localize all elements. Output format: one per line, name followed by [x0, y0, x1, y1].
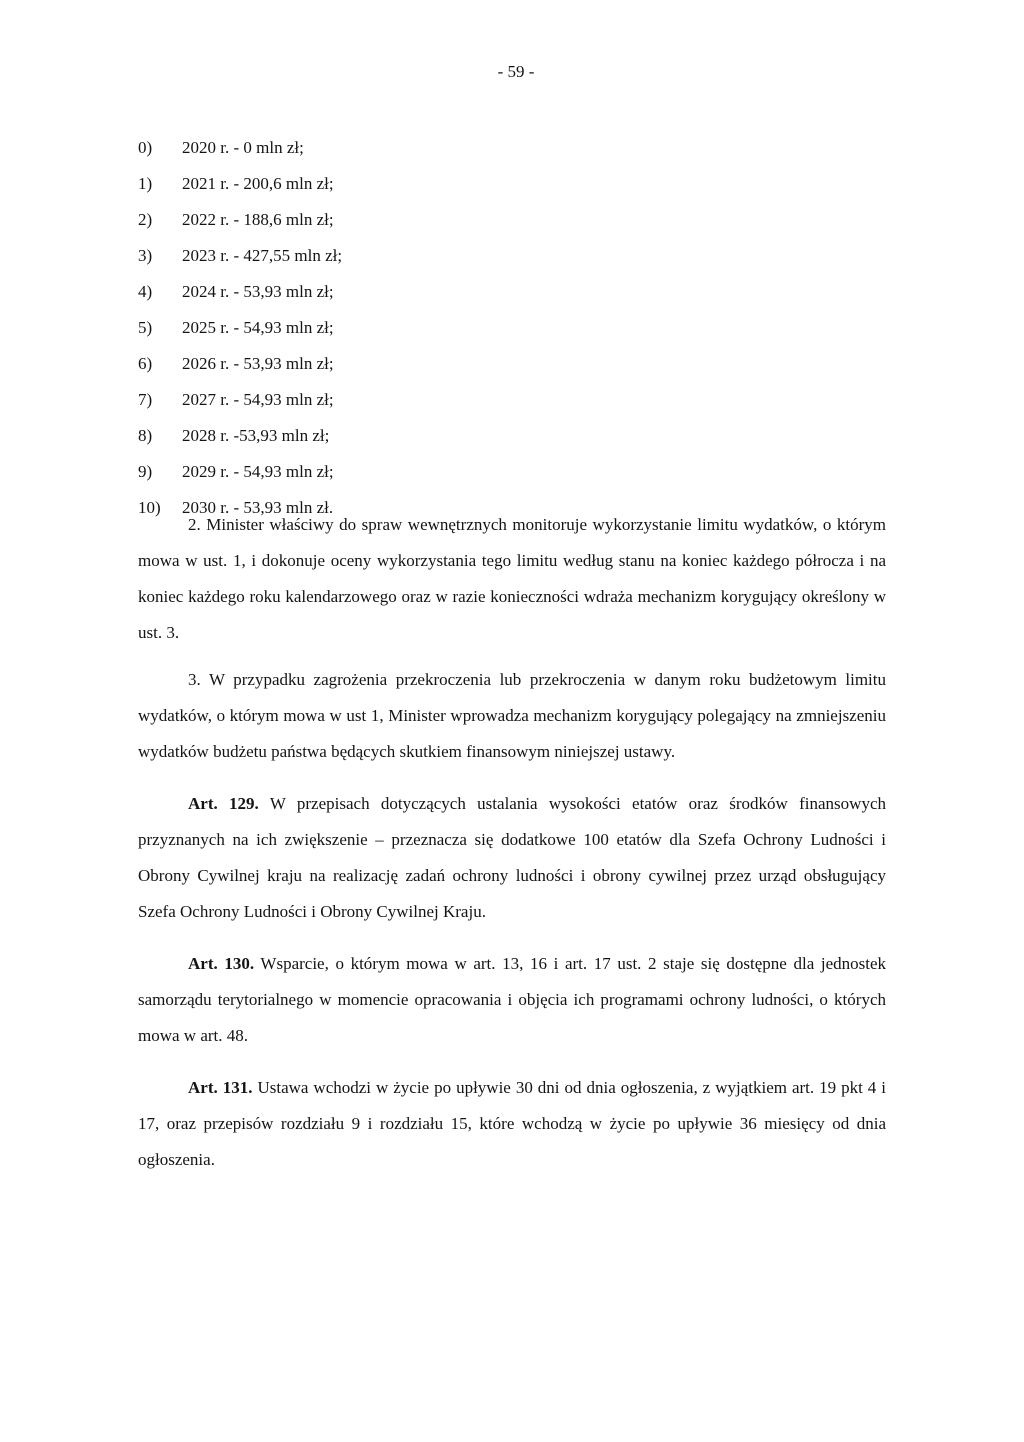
page-number: - 59 - — [497, 62, 535, 81]
list-item — [138, 310, 342, 346]
list-item — [138, 166, 342, 202]
list-item-text: 2020 r. - 0 mln zł; — [182, 138, 304, 157]
paragraph-ust-2: 2. Minister właściwy do spraw wewnętrznych monitoruje wykorzystanie limitu wydatków, o którym mowa w ust. 1, i dokonuje oceny wykorzystania tego limitu według stanu na koniec każdego półrocza i na koniec każdego roku kalendarzowego oraz w razie konieczności wdraża mechanizm korygujący określony w ust. 3. — [138, 515, 886, 642]
list-item — [138, 202, 342, 238]
article-text: W przepisach dotyczących ustalania wysokości etatów oraz środków finansowych przyznanych na ich zwiększenie – przeznacza się dodatkowe 100 etatów dla Szefa Ochrony Ludności i Obrony Cywilnej kraju na realizację zadań ochrony ludności i obrony cywilnej przez urząd obsługujący Szefa Ochrony Ludności i Obrony Cywilnej Kraju. — [138, 794, 887, 921]
list-item — [138, 130, 342, 166]
list-item-text: 2023 r. - 427,55 mln zł; — [182, 246, 343, 265]
list-item — [138, 418, 342, 454]
list-item-number: 2) — [138, 210, 153, 229]
list-item-number: 8) — [138, 426, 153, 445]
document-body — [138, 507, 886, 1178]
article-label: Art. 130. — [188, 954, 255, 973]
list-item-number: 7) — [138, 390, 153, 409]
list-item — [138, 382, 342, 418]
list-item-number: 4) — [138, 282, 153, 301]
article-130 — [138, 946, 886, 1054]
list-item-text: 2026 r. - 53,93 mln zł; — [182, 354, 334, 373]
list-item-number: 1) — [138, 174, 153, 193]
list-item-text: 2027 r. - 54,93 mln zł; — [182, 390, 334, 409]
list-item — [138, 238, 342, 274]
list-item-number: 5) — [138, 318, 153, 337]
article-129 — [138, 786, 886, 930]
limit-list — [138, 130, 342, 526]
article-text: Wsparcie, o którym mowa w art. 13, 16 i art. 17 ust. 2 staje się dostępne dla jednostek samorządu terytorialnego w momencie opracowania i objęcia ich programami ochrony ludności, o których mowa w art. 48. — [138, 954, 887, 1045]
list-item — [138, 346, 342, 382]
list-item-number: 3) — [138, 246, 153, 265]
list-item-text: 2028 r. -53,93 mln zł; — [182, 426, 330, 445]
article-label: Art. 131. — [188, 1078, 253, 1097]
list-item-text: 2025 r. - 54,93 mln zł; — [182, 318, 334, 337]
list-item-text: 2024 r. - 53,93 mln zł; — [182, 282, 334, 301]
article-text: Ustawa wchodzi w życie po upływie 30 dni od dnia ogłoszenia, z wyjątkiem art. 19 pkt 4 i 17, oraz przepisów rozdziału 9 i rozdziału 15, które wchodzą w życie po upływie 36 miesięcy od dnia ogłoszenia. — [138, 1078, 886, 1169]
list-item-number: 10) — [138, 498, 161, 517]
list-item — [138, 454, 342, 490]
article-131 — [138, 1070, 886, 1178]
list-item-number: 6) — [138, 354, 153, 373]
list-item-number: 9) — [138, 462, 153, 481]
list-item-text: 2029 r. - 54,93 mln zł; — [182, 462, 334, 481]
article-label: Art. 129. — [188, 794, 259, 813]
list-item-text: 2021 r. - 200,6 mln zł; — [182, 174, 334, 193]
list-item-text: 2022 r. - 188,6 mln zł; — [182, 210, 334, 229]
list-item-number: 0) — [138, 138, 153, 157]
list-item-text: 2030 r. - 53,93 mln zł. — [182, 498, 334, 517]
paragraph-ust-3: 3. W przypadku zagrożenia przekroczenia lub przekroczenia w danym roku budżetowym limitu wydatków, o którym mowa w ust 1, Minister wprowadza mechanizm korygujący polegający na zmniejszeniu wydatków budżetu państwa będących skutkiem finansowym niniejszej ustawy. — [138, 670, 886, 761]
list-item — [138, 274, 342, 310]
